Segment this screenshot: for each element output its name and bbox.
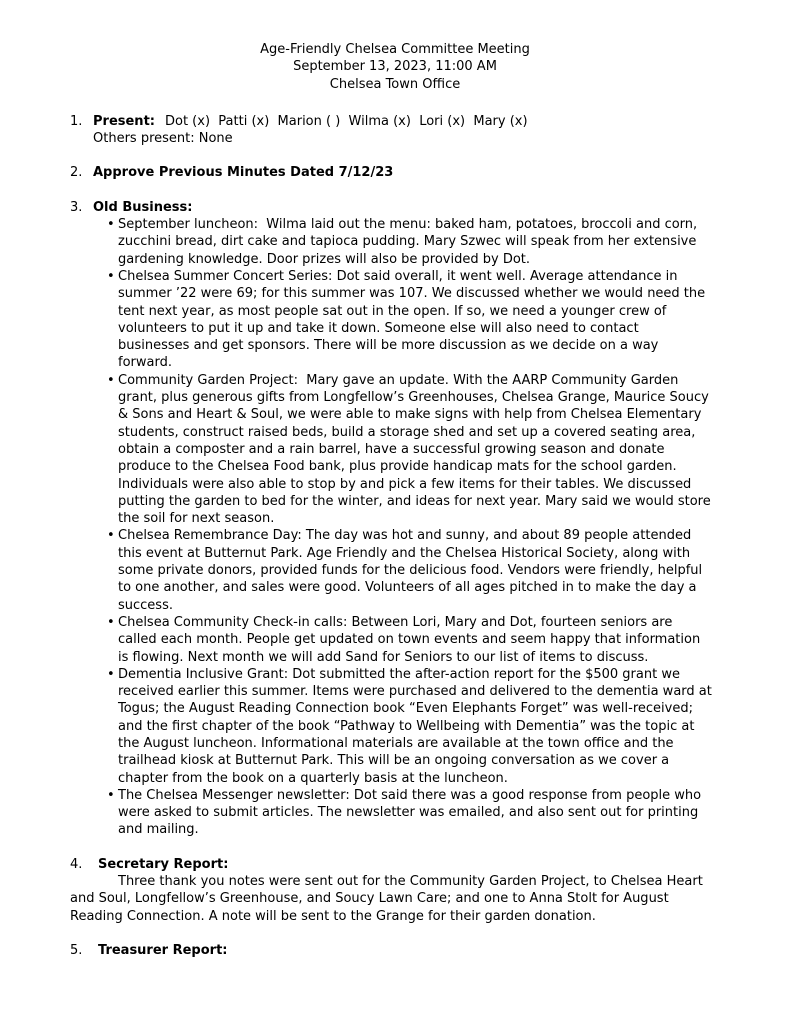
others-present-line: Others present: None [93,131,233,147]
item-body [93,199,720,839]
agenda-item-present [70,113,720,148]
bullet-community-garden-project: • Community Garden Project: Mary gave an update. With the AARP Community Garden grant, plus generous gifts from Longfellow’s Greenhouses, Chelsea Grange, Maurice Soucy & Sons and Heart & Soul, we were able to make signs with help from Chelsea Elementary students, construct raised beds, build a storage shed and set up a covered seating area, obtain a composter and a rain barrel, have a successful growing season and donate produce to the Chelsea Food bank, plus provide handicap mats for the school garden. Individuals were also able to stop by and pick a few items for their tables. We discussed putting the garden to bed for the winter, and ideas for next year. Mary said we would store the soil for next season. [107,372,712,528]
bullet-september-luncheon: • September luncheon: Wilma laid out the menu: baked ham, potatoes, broccoli and corn, zucchini bread, dirt cake and tapioca pudding. Mary Szwec will speak from her extensive gardening knowledge. Door prizes will also be provided by Dot. [107,216,712,268]
document-location: Chelsea Town Office [329,76,461,92]
agenda-item-old-business [70,199,720,839]
agenda-item-secretary-report [70,856,720,873]
item-number: 5. [70,942,83,958]
bullet-remembrance-day: • Chelsea Remembrance Day: The day was hot and sunny, and about 89 people attended this event at Butternut Park. Age Friendly and the Chelsea Historical Society, along with some private donors, provided funds for the delicious food. Vendors were friendly, helpful to one another, and sales were good. Volunteers of all ages pitched in to make the day a success. [107,527,712,613]
document-datetime: September 13, 2023, 11:00 AM [293,59,497,75]
item-number: 4. [70,856,83,872]
document-title: Age-Friendly Chelsea Committee Meeting [260,42,530,57]
item-body [93,164,720,181]
item-heading: Present: [93,113,155,129]
item-body [98,942,720,959]
agenda-item-treasurer-report [70,942,720,959]
agenda-item-approve-minutes [70,164,720,181]
item-heading: Old Business: [93,199,193,215]
item-number: 2. [70,165,83,181]
bullet-community-check-in-calls: • Chelsea Community Check-in calls: Between Lori, Mary and Dot, fourteen seniors are called each month. People get updated on town events and seem happy that information is flowing. Next month we will add Sand for Seniors to our list of items to discuss. [107,614,712,666]
item-heading: Approve Previous Minutes Dated 7/12/23 [93,165,394,181]
old-business-list [93,216,716,839]
item-heading: Treasurer Report: [98,942,228,958]
item-heading: Secretary Report: [98,856,229,872]
attendance-list: Dot (x) Patti (x) Marion ( ) Wilma (x) Lori (x) Mary (x) [164,113,528,129]
bullet-dementia-inclusive-grant: • Dementia Inclusive Grant: Dot submitted the after-action report for the $500 grant we received earlier this summer. Items were purchased and delivered to the dementia ward at Togus; the August Reading Connection book “Even Elephants Forget” was well-received; and the first chapter of the book “Pathway to Wellbeing with Dementia” was the topic at the August luncheon. Informational materials are available at the town office and the trailhead kiosk at Butternut Park. This will be an ongoing conversation as we cover a chapter from the book on a quarterly basis at the luncheon. [107,666,712,787]
present-line [93,113,720,130]
bullet-summer-concert-series: • Chelsea Summer Concert Series: Dot said overall, it went well. Average attendance in summer ’22 were 69; for this summer was 107. We discussed whether we would need the tent next year, as most people sat out in the open. If so, we need a younger crew of volunteers to put it up and take it down. Someone else will also need to contact businesses and get sponsors. There will be more discussion as we decide on a way forward. [107,268,712,372]
item-body [93,113,720,148]
item-body [98,856,720,873]
secretary-report-text: Three thank you notes were sent out for the Community Garden Project, to Chelsea Heart and Soul, Longfellow’s Greenhouse, and Soucy Lawn Care; and one to Anna Stolt for August Reading Connection. A note will be sent to the Grange for their garden donation. [70,874,707,924]
document-header [70,41,720,93]
item-number: 1. [70,113,83,129]
bullet-chelsea-messenger-newsletter: • The Chelsea Messenger newsletter: Dot said there was a good response from people who were asked to submit articles. The newsletter was emailed, and also sent out for printing and mailing. [107,787,712,839]
item-number: 3. [70,199,83,215]
